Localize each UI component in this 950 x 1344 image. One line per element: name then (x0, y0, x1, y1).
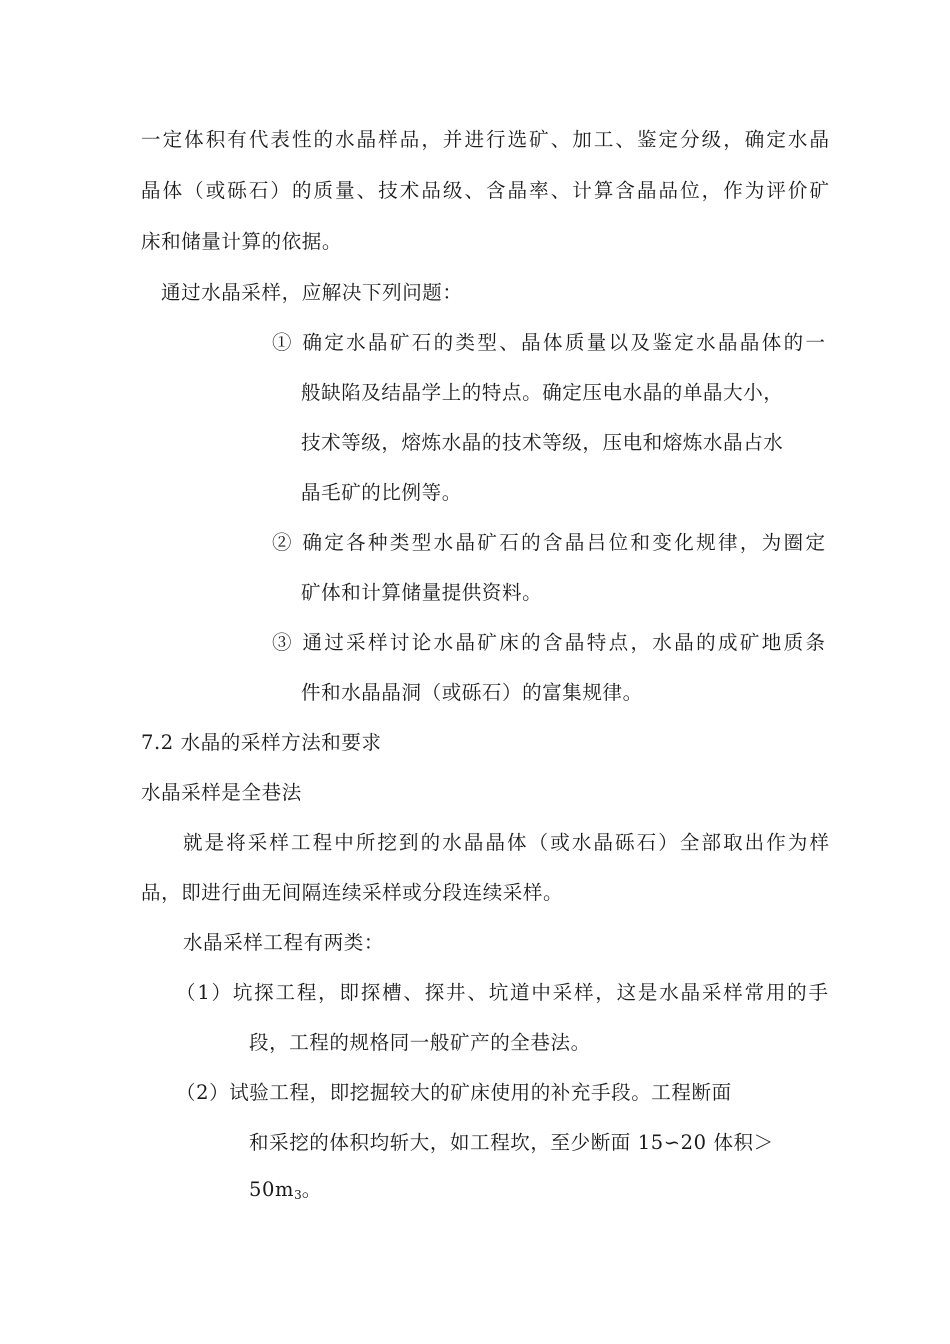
volume-subscript: 3 (294, 1188, 302, 1202)
question-1-line: 般缺陷及结晶学上的特点。确定压电水晶的单晶大小， (301, 381, 784, 404)
type-1-line: （1）坑探工程，即探槽、探井、坑道中采样，这是水晶采样常用的手 (176, 981, 828, 1004)
volume-suffix: 。 (301, 1178, 322, 1201)
question-1-line: 晶毛矿的比例等。 (301, 481, 462, 504)
method-desc-line: 就是将采样工程中所挖到的水晶晶体（或水晶砾石）全部取出作为样 (183, 831, 829, 854)
question-2-line: ② 确定各种类型水晶矿石的含晶吕位和变化规律，为圈定 (272, 531, 825, 554)
paragraph-line: 床和储量计算的依据。 (141, 230, 343, 253)
type-2-line: 和采挖的体积均斩大，如工程坎，至少断面 15∽20 体积＞ (249, 1131, 774, 1154)
section-heading: 7.2 水晶的采样方法和要求 (141, 731, 382, 754)
volume-value: 50m (249, 1178, 295, 1201)
type-1-line: 段，工程的规格同一般矿产的全巷法。 (249, 1031, 591, 1054)
paragraph-line: 晶体（或砾石）的质量、技术品级、含晶率、计算含晶品位，作为评价矿 (141, 179, 829, 202)
question-3-line: ③ 通过采样讨论水晶矿床的含晶特点，水晶的成矿地质条 (272, 631, 825, 654)
intro-text: 通过水晶采样，应解决下列问题： (161, 281, 463, 304)
question-2-line: 矿体和计算储量提供资料。 (301, 581, 543, 604)
type-2-line: （2）试验工程，即挖掘较大的矿床使用的补充手段。工程断面 (176, 1081, 732, 1104)
paragraph-line: 一定体积有代表性的水晶样品，并进行选矿、加工、鉴定分级，确定水晶 (141, 128, 829, 151)
method-title: 水晶采样是全巷法 (141, 781, 302, 804)
question-1-line: ① 确定水晶矿石的类型、晶体质量以及鉴定水晶晶体的一 (272, 331, 825, 354)
method-desc-line: 品，即进行曲无间隔连续采样或分段连续采样。 (141, 881, 564, 904)
type-2-volume (249, 1177, 322, 1208)
question-1-line: 技术等级，熔炼水晶的技术等级，压电和熔炼水晶占水 (301, 431, 784, 454)
types-intro: 水晶采样工程有两类： (183, 931, 385, 954)
question-3-line: 件和水晶晶洞（或砾石）的富集规律。 (301, 681, 643, 704)
